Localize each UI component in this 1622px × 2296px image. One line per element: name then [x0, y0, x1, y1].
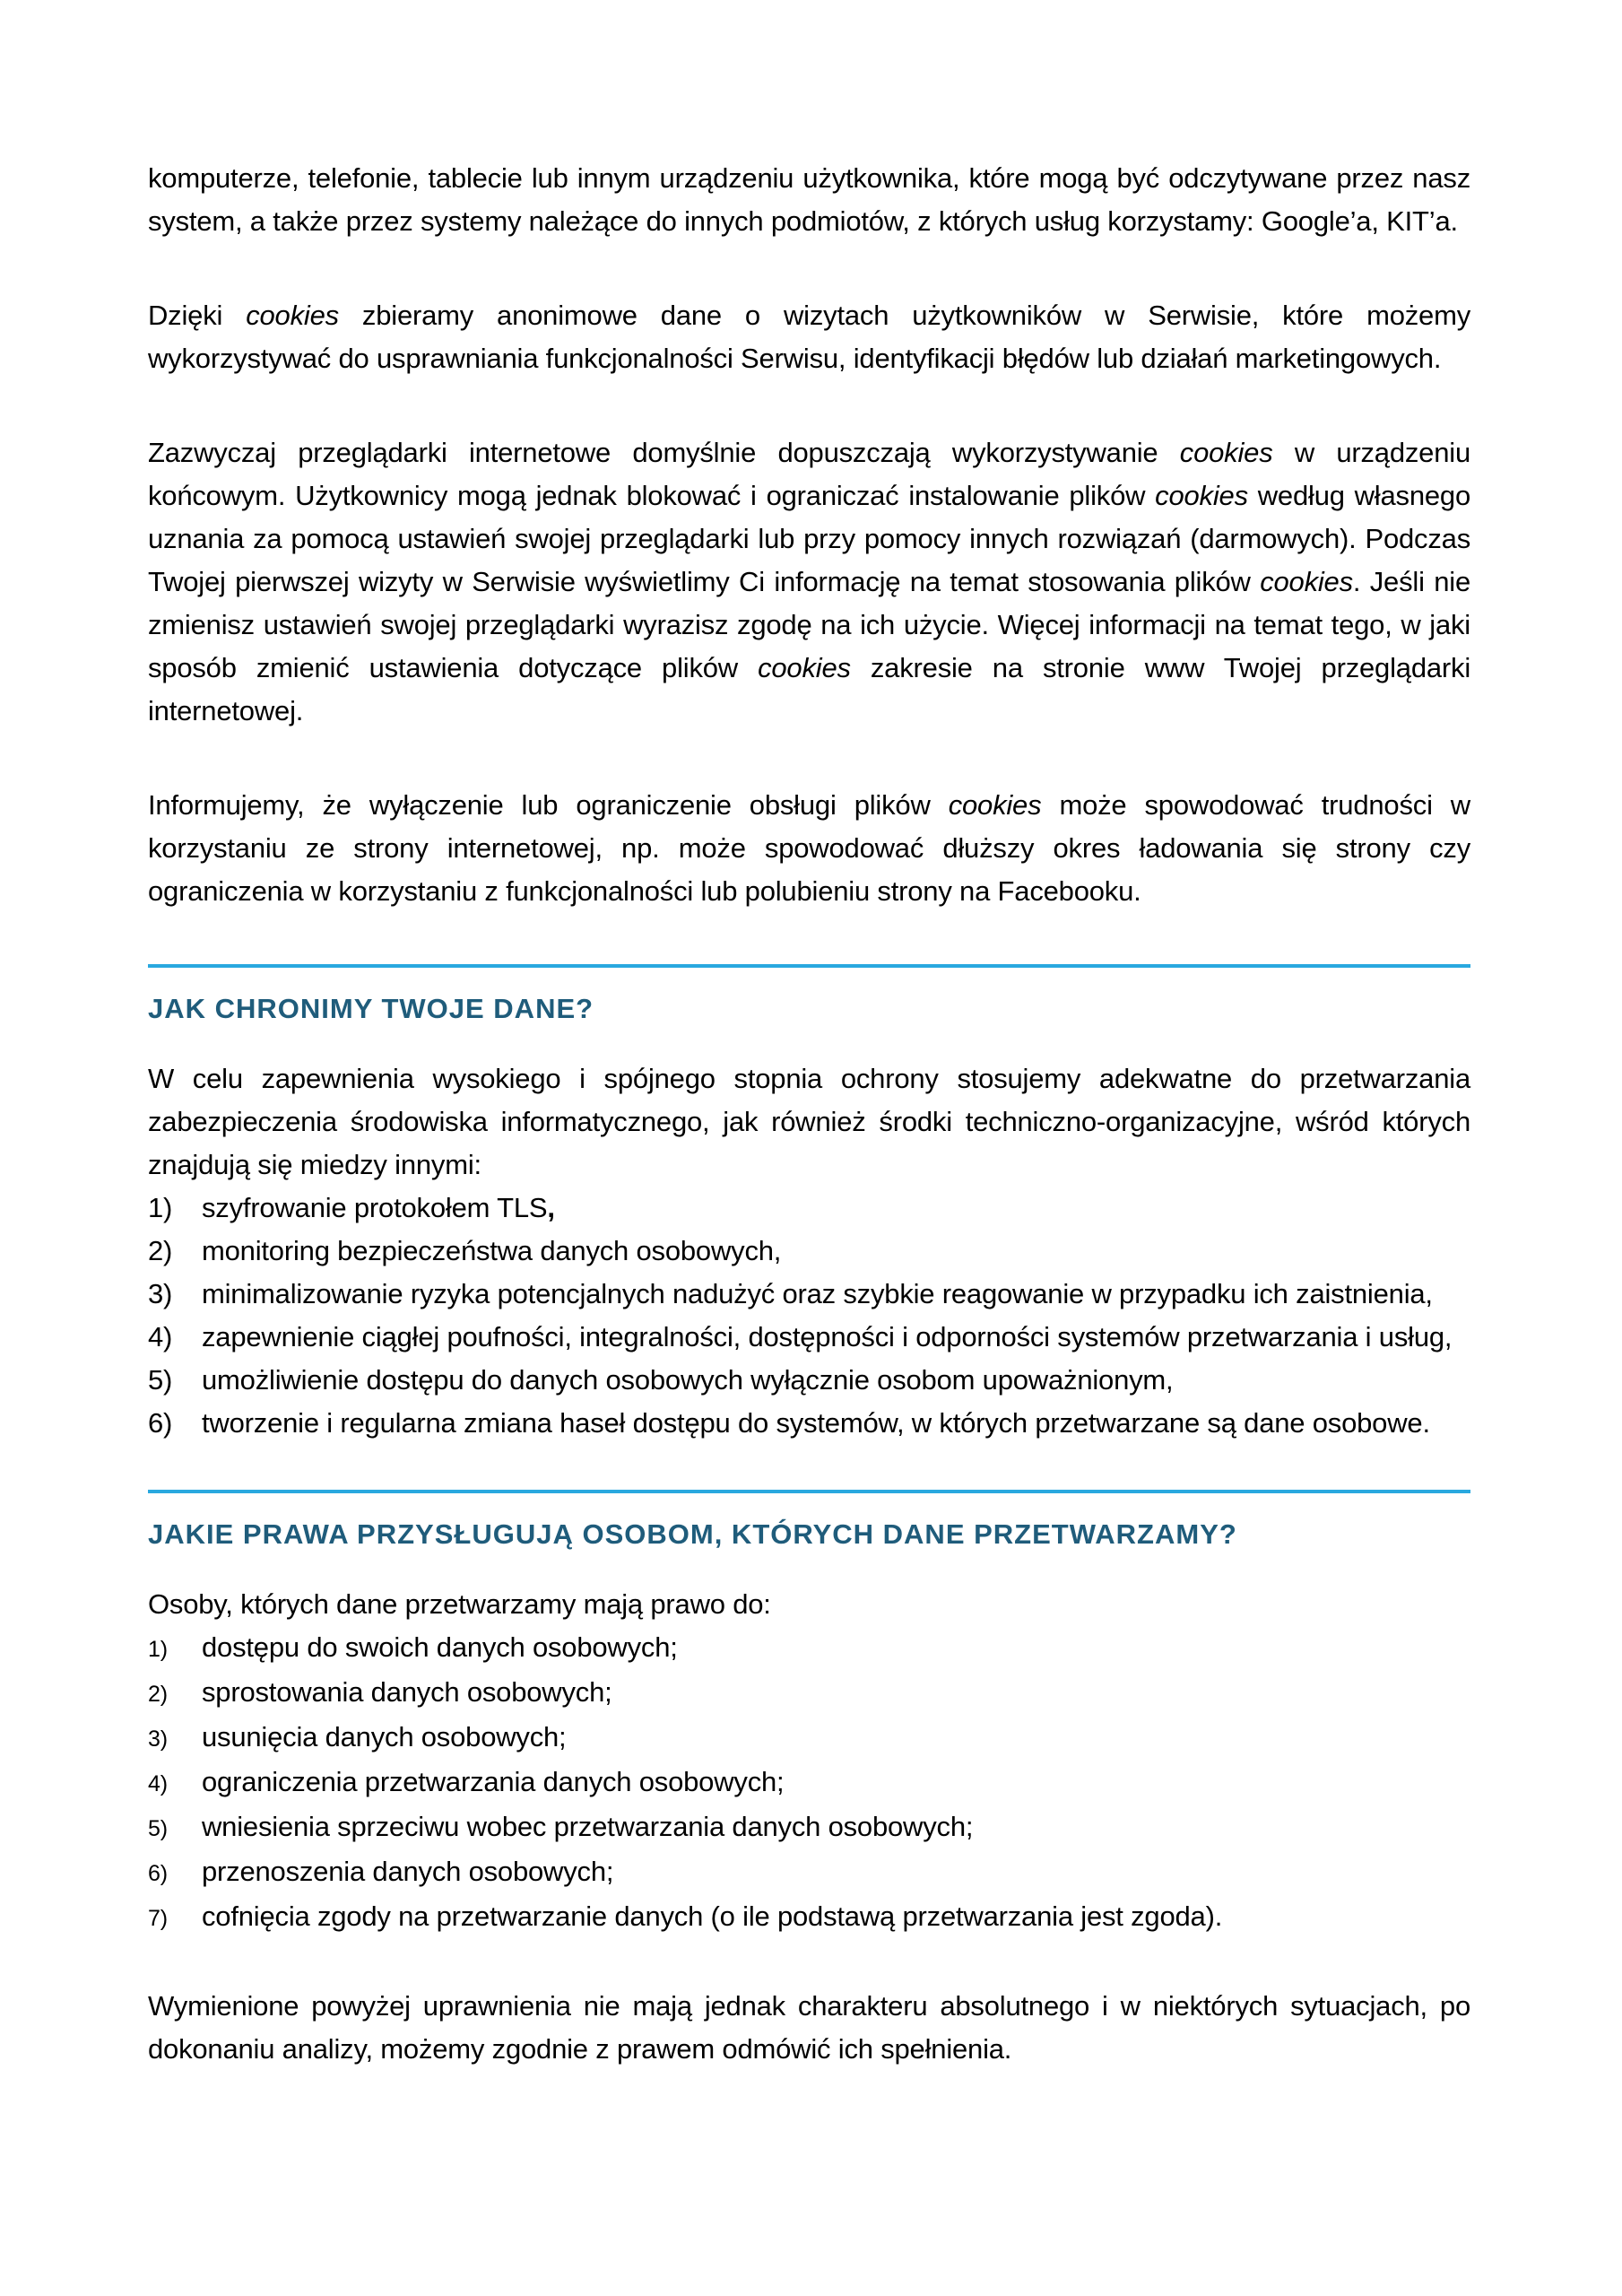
text-segment: ograniczenia przetwarzania danych osobowych;: [202, 1766, 785, 1797]
list-item-number: 2): [148, 1235, 173, 1266]
list-item-text: [202, 1671, 1470, 1714]
list-item: [148, 1626, 1470, 1671]
list-item-number: 7): [148, 1906, 168, 1931]
paragraph: [148, 431, 1470, 733]
list-item-number: 3): [148, 1726, 168, 1752]
text-segment: cofnięcia zgody na przetwarzanie danych (o ile podstawą przetwarzania jest zgoda).: [202, 1900, 1223, 1932]
text-segment: minimalizowanie ryzyka potencjalnych nadużyć oraz szybkie reagowanie w przypadku ich zaistnienia,: [202, 1278, 1433, 1309]
text-segment: . Jeśli nie zmienisz ustawień swojej przeglądarki wyrazisz zgodę na ich użycie. Więcej informacji na temat tego, w jaki sposób zmienić ustawienia dotyczące plików: [148, 566, 1470, 683]
list-item: [148, 1402, 1470, 1445]
numbered-list: [148, 1626, 1470, 1940]
text-segment: zbieramy anonimowe dane o wizytach użytkowników w Serwisie, które możemy wykorzystywać do usprawniania funkcjonalności Serwisu, identyfikacji błędów lub działań marketingowych.: [148, 300, 1470, 374]
text-segment: cookies: [1179, 437, 1273, 468]
list-item-text: [202, 1273, 1470, 1316]
section-divider: [148, 1490, 1470, 1493]
text-segment: W celu zapewnienia wysokiego i spójnego stopnia ochrony stosujemy adekwatne do przetwarzania zabezpieczenia środowiska informatycznego, jak również środki techniczno-organizacyjne, wśród których znajdują się miedzy innymi:: [148, 1063, 1470, 1180]
section-header: [148, 1490, 1470, 1556]
paragraph: [148, 1985, 1470, 2071]
list-item-text: [202, 1805, 1470, 1848]
text-segment: komputerze, telefonie, tablecie lub innym urządzeniu użytkownika, które mogą być odczytywane przez nasz system, a także przez systemy należące do innych podmiotów, z których usług korzystamy: Google’a, KIT’a.: [148, 162, 1470, 237]
text-segment: wniesienia sprzeciwu wobec przetwarzania danych osobowych;: [202, 1811, 974, 1842]
list-item-text: [202, 1850, 1470, 1893]
text-segment: szyfrowanie protokołem TLS: [202, 1192, 548, 1223]
section-title: JAKIE PRAWA PRZYSŁUGUJĄ OSOBOM, KTÓRYCH DANE PRZETWARZAMY?: [148, 1518, 1237, 1550]
list-item-number: 1): [148, 1192, 173, 1223]
text-segment: cookies: [1260, 566, 1353, 597]
text-segment: cookies: [948, 789, 1042, 821]
list-item-number: 4): [148, 1771, 168, 1796]
text-segment: Informujemy, że wyłączenie lub ograniczenie obsługi plików: [148, 789, 949, 821]
list-item: [148, 1895, 1470, 1940]
text-segment: cookies: [246, 300, 339, 331]
list-item-text: [202, 1359, 1470, 1402]
list-item-number: 3): [148, 1278, 173, 1309]
list-item-text: [202, 1187, 1470, 1230]
list-item-number: 5): [148, 1816, 168, 1841]
numbered-list: [148, 1187, 1470, 1445]
list-item-text: [202, 1230, 1470, 1273]
text-segment: cookies: [758, 652, 851, 683]
section-header: [148, 964, 1470, 1031]
list-item-number: 5): [148, 1364, 173, 1396]
list-item: [148, 1230, 1470, 1273]
list-item: [148, 1316, 1470, 1359]
list-item-number: 4): [148, 1321, 173, 1352]
list-item-text: [202, 1626, 1470, 1669]
text-segment: monitoring bezpieczeństwa danych osobowych,: [202, 1235, 782, 1266]
list-item: [148, 1359, 1470, 1402]
section-divider: [148, 964, 1470, 968]
text-segment: sprostowania danych osobowych;: [202, 1676, 612, 1708]
list-item-number: 2): [148, 1682, 168, 1707]
section-title: JAK CHRONIMY TWOJE DANE?: [148, 993, 594, 1024]
text-segment: zakresie na stronie www Twojej przeglądarki internetowej.: [148, 652, 1471, 726]
text-segment: Osoby, których dane przetwarzamy mają prawo do:: [148, 1588, 771, 1620]
paragraph: [148, 1583, 1470, 1626]
paragraph: [148, 784, 1470, 913]
list-item-number: 6): [148, 1407, 173, 1439]
text-segment: Zazwyczaj przeglądarki internetowe domyślnie dopuszczają wykorzystywanie: [148, 437, 1180, 468]
list-item-number: 1): [148, 1637, 168, 1662]
list-item-text: [202, 1402, 1470, 1445]
text-segment: umożliwienie dostępu do danych osobowych wyłącznie osobom upoważnionym,: [202, 1364, 1174, 1396]
list-item-text: [202, 1895, 1470, 1938]
list-item: [148, 1187, 1470, 1230]
text-segment: zapewnienie ciągłej poufności, integralności, dostępności i odporności systemów przetwarzania i usług,: [202, 1321, 1453, 1352]
list-item-text: [202, 1716, 1470, 1759]
list-item: [148, 1716, 1470, 1761]
text-segment: cookies: [1155, 480, 1248, 511]
text-segment: usunięcia danych osobowych;: [202, 1721, 567, 1752]
list-item: [148, 1273, 1470, 1316]
text-segment: Dzięki: [148, 300, 247, 331]
text-segment: przenoszenia danych osobowych;: [202, 1856, 614, 1887]
text-segment: Wymienione powyżej uprawnienia nie mają jednak charakteru absolutnego i w niektórych sytuacjach, po dokonaniu analizy, możemy zgodnie z prawem odmówić ich spełnienia.: [148, 1990, 1470, 2065]
list-item: [148, 1850, 1470, 1895]
text-segment: według własnego uznania za pomocą ustawień swojej przeglądarki lub przy pomocy innych rozwiązań (darmowych). Podczas Twojej pierwszej wizyty w Serwisie wyświetlimy Ci informację na temat stosowania plików: [148, 480, 1470, 597]
text-segment: dostępu do swoich danych osobowych;: [202, 1631, 678, 1663]
paragraph: [148, 1057, 1470, 1187]
list-item: [148, 1671, 1470, 1716]
list-item: [148, 1805, 1470, 1850]
text-segment: tworzenie i regularna zmiana haseł dostępu do systemów, w których przetwarzane są dane osobowe.: [202, 1407, 1430, 1439]
list-item-text: [202, 1316, 1470, 1359]
list-item-number: 6): [148, 1861, 168, 1886]
list-item-text: [202, 1761, 1470, 1804]
text-segment: ,: [547, 1192, 555, 1223]
list-item: [148, 1761, 1470, 1805]
paragraph: [148, 157, 1470, 243]
text-segment: może spowodować trudności w korzystaniu ze strony internetowej, np. może spowodować dłuższy okres ładowania się strony czy ograniczenia w korzystaniu z funkcjonalności lub polubieniu strony na Facebooku.: [148, 789, 1470, 907]
paragraph: [148, 294, 1470, 380]
text-segment: w urządzeniu końcowym. Użytkownicy mogą jednak blokować i ograniczać instalowanie plików: [148, 437, 1470, 511]
